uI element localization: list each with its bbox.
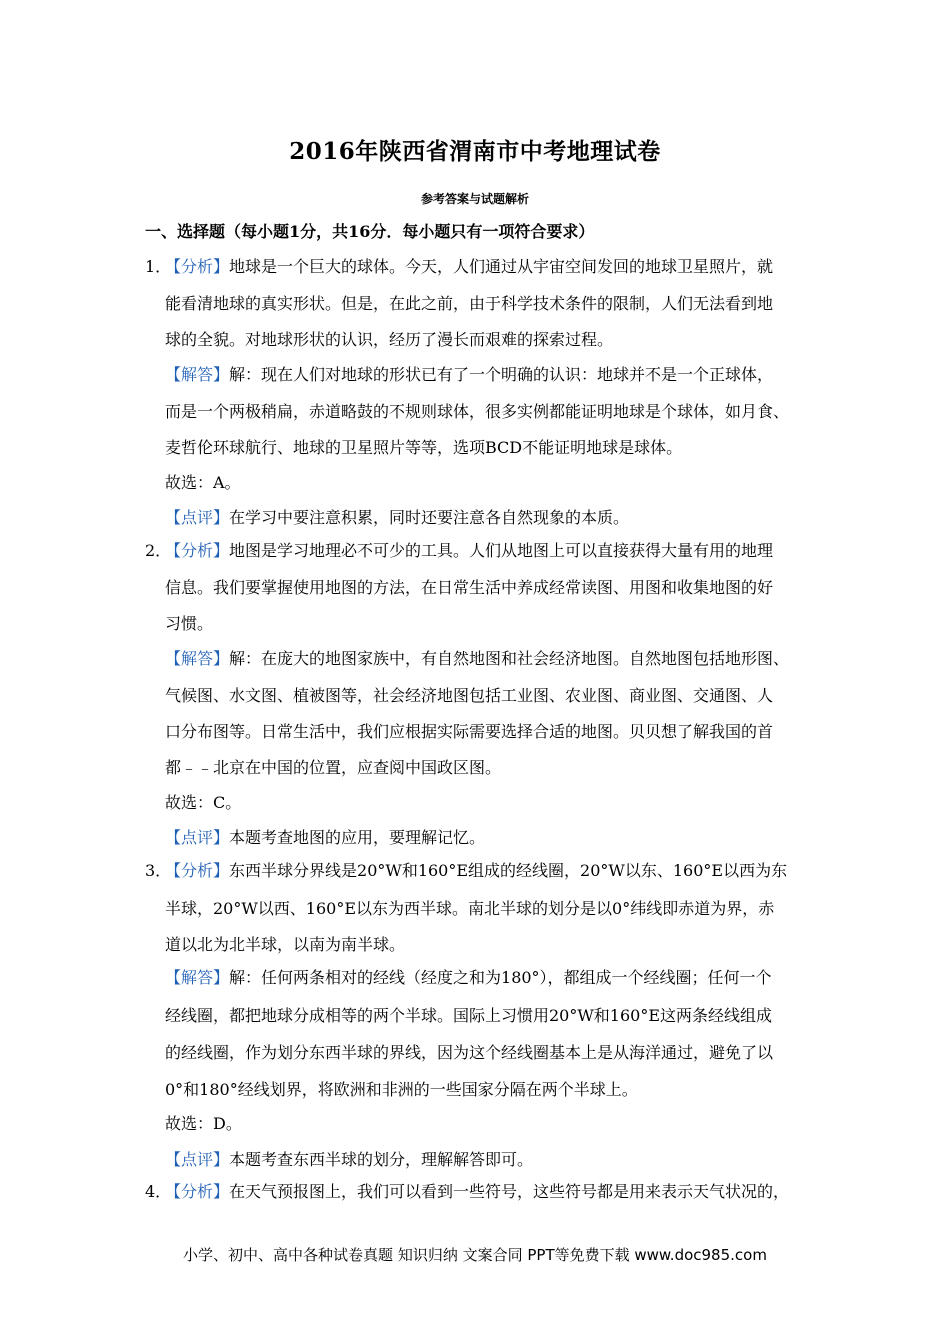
answer-line: 口分布图等。日常生活中，我们应根据实际需要选择合适的地图。贝贝想了解我国的首: [165, 722, 774, 741]
choice-line: 故选：A。: [165, 473, 241, 492]
answer-line: 的经线圈，作为划分东西半球的界线，因为这个经线圈基本上是从海洋通过，避免了以: [165, 1043, 774, 1062]
analysis-line: [165, 861, 787, 881]
comment-line: [165, 508, 629, 528]
page-title: 2016年陕西省渭南市中考地理试卷: [289, 138, 661, 165]
answer-line: [165, 365, 773, 385]
analysis-text: 地球是一个巨大的球体。今天，人们通过从宇宙空间发回的地球卫星照片，就: [229, 257, 774, 276]
answer-line: 经线圈，都把地球分成相等的两个半球。国际上习惯用20°W和160°E这两条经线组成: [165, 1006, 773, 1025]
comment-text: 在学习中要注意积累，同时还要注意各自然现象的本质。: [229, 508, 630, 527]
question-number: 4．: [145, 1182, 172, 1201]
choice-line: 故选：D。: [165, 1114, 242, 1133]
answer-line: [165, 649, 789, 669]
analysis-tag: 【分析】: [165, 257, 230, 276]
answer-text: 解：现在人们对地球的形状已有了一个明确的认识：地球并不是一个正球体，: [229, 365, 774, 384]
comment-tag: 【点评】: [165, 1150, 230, 1169]
analysis-line: 信息。我们要掌握使用地图的方法，在日常生活中养成经常读图、用图和收集地图的好: [165, 578, 774, 597]
analysis-line: [165, 541, 773, 561]
analysis-text: 地图是学习地理必不可少的工具。人们从地图上可以直接获得大量有用的地理: [229, 541, 774, 560]
question-number: 1．: [145, 257, 172, 276]
analysis-line: 习惯。: [165, 614, 214, 633]
analysis-tag: 【分析】: [165, 541, 230, 560]
answer-line: 都﹣﹣北京在中国的位置，应查阅中国政区图。: [165, 758, 502, 777]
comment-tag: 【点评】: [165, 508, 230, 527]
comment-text: 本题考查东西半球的划分，理解解答即可。: [229, 1150, 534, 1169]
answer-tag: 【解答】: [165, 968, 230, 987]
answer-line: 麦哲伦环球航行、地球的卫星照片等等，选项BCD不能证明地球是球体。: [165, 438, 683, 457]
answer-line: 气候图、水文图、植被图等，社会经济地图包括工业图、农业图、商业图、交通图、人: [165, 686, 774, 705]
comment-tag: 【点评】: [165, 828, 230, 847]
page-footer: 小学、初中、高中各种试卷真题 知识归纳 文案合同 PPT等免费下载 www.doc985.com: [183, 1246, 767, 1264]
analysis-tag: 【分析】: [165, 1182, 230, 1201]
answer-text: 解：在庞大的地图家族中，有自然地图和社会经济地图。自然地图包括地形图、: [229, 649, 790, 668]
answer-text: 解：任何两条相对的经线（经度之和为180°），都组成一个经线圈；任何一个: [229, 968, 772, 987]
analysis-line: [165, 1182, 789, 1202]
comment-text: 本题考查地图的应用，要理解记忆。: [229, 828, 486, 847]
analysis-line: 能看清地球的真实形状。但是，在此之前，由于科学技术条件的限制，人们无法看到地: [165, 294, 774, 313]
analysis-line: [165, 257, 773, 277]
analysis-line: 半球，20°W以西、160°E以东为西半球。南北半球的划分是以0°纬线即赤道为界，赤: [165, 899, 775, 918]
analysis-text: 在天气预报图上，我们可以看到一些符号，这些符号都是用来表示天气状况的，: [229, 1182, 790, 1201]
comment-line: [165, 1150, 533, 1170]
answer-tag: 【解答】: [165, 649, 230, 668]
page-subtitle: 参考答案与试题解析: [420, 192, 529, 206]
comment-line: [165, 828, 485, 848]
answer-line: 0°和180°经线划界，将欧洲和非洲的一些国家分隔在两个半球上。: [165, 1080, 638, 1099]
analysis-text: 东西半球分界线是20°W和160°E组成的经线圈，20°W以东、160°E以西为东: [229, 861, 788, 880]
analysis-tag: 【分析】: [165, 861, 230, 880]
section-heading: 一、选择题（每小题1分，共16分．每小题只有一项符合要求）: [145, 222, 595, 241]
answer-line: [165, 968, 772, 988]
question-number: 3．: [145, 861, 172, 880]
answer-tag: 【解答】: [165, 365, 230, 384]
analysis-line: 球的全貌。对地球形状的认识，经历了漫长而艰难的探索过程。: [165, 330, 614, 349]
answer-line: 而是一个两极稍扁，赤道略鼓的不规则球体，很多实例都能证明地球是个球体，如月食、: [165, 402, 790, 421]
question-number: 2．: [145, 541, 172, 560]
choice-line: 故选：C。: [165, 793, 242, 812]
analysis-line: 道以北为北半球，以南为南半球。: [165, 935, 406, 954]
